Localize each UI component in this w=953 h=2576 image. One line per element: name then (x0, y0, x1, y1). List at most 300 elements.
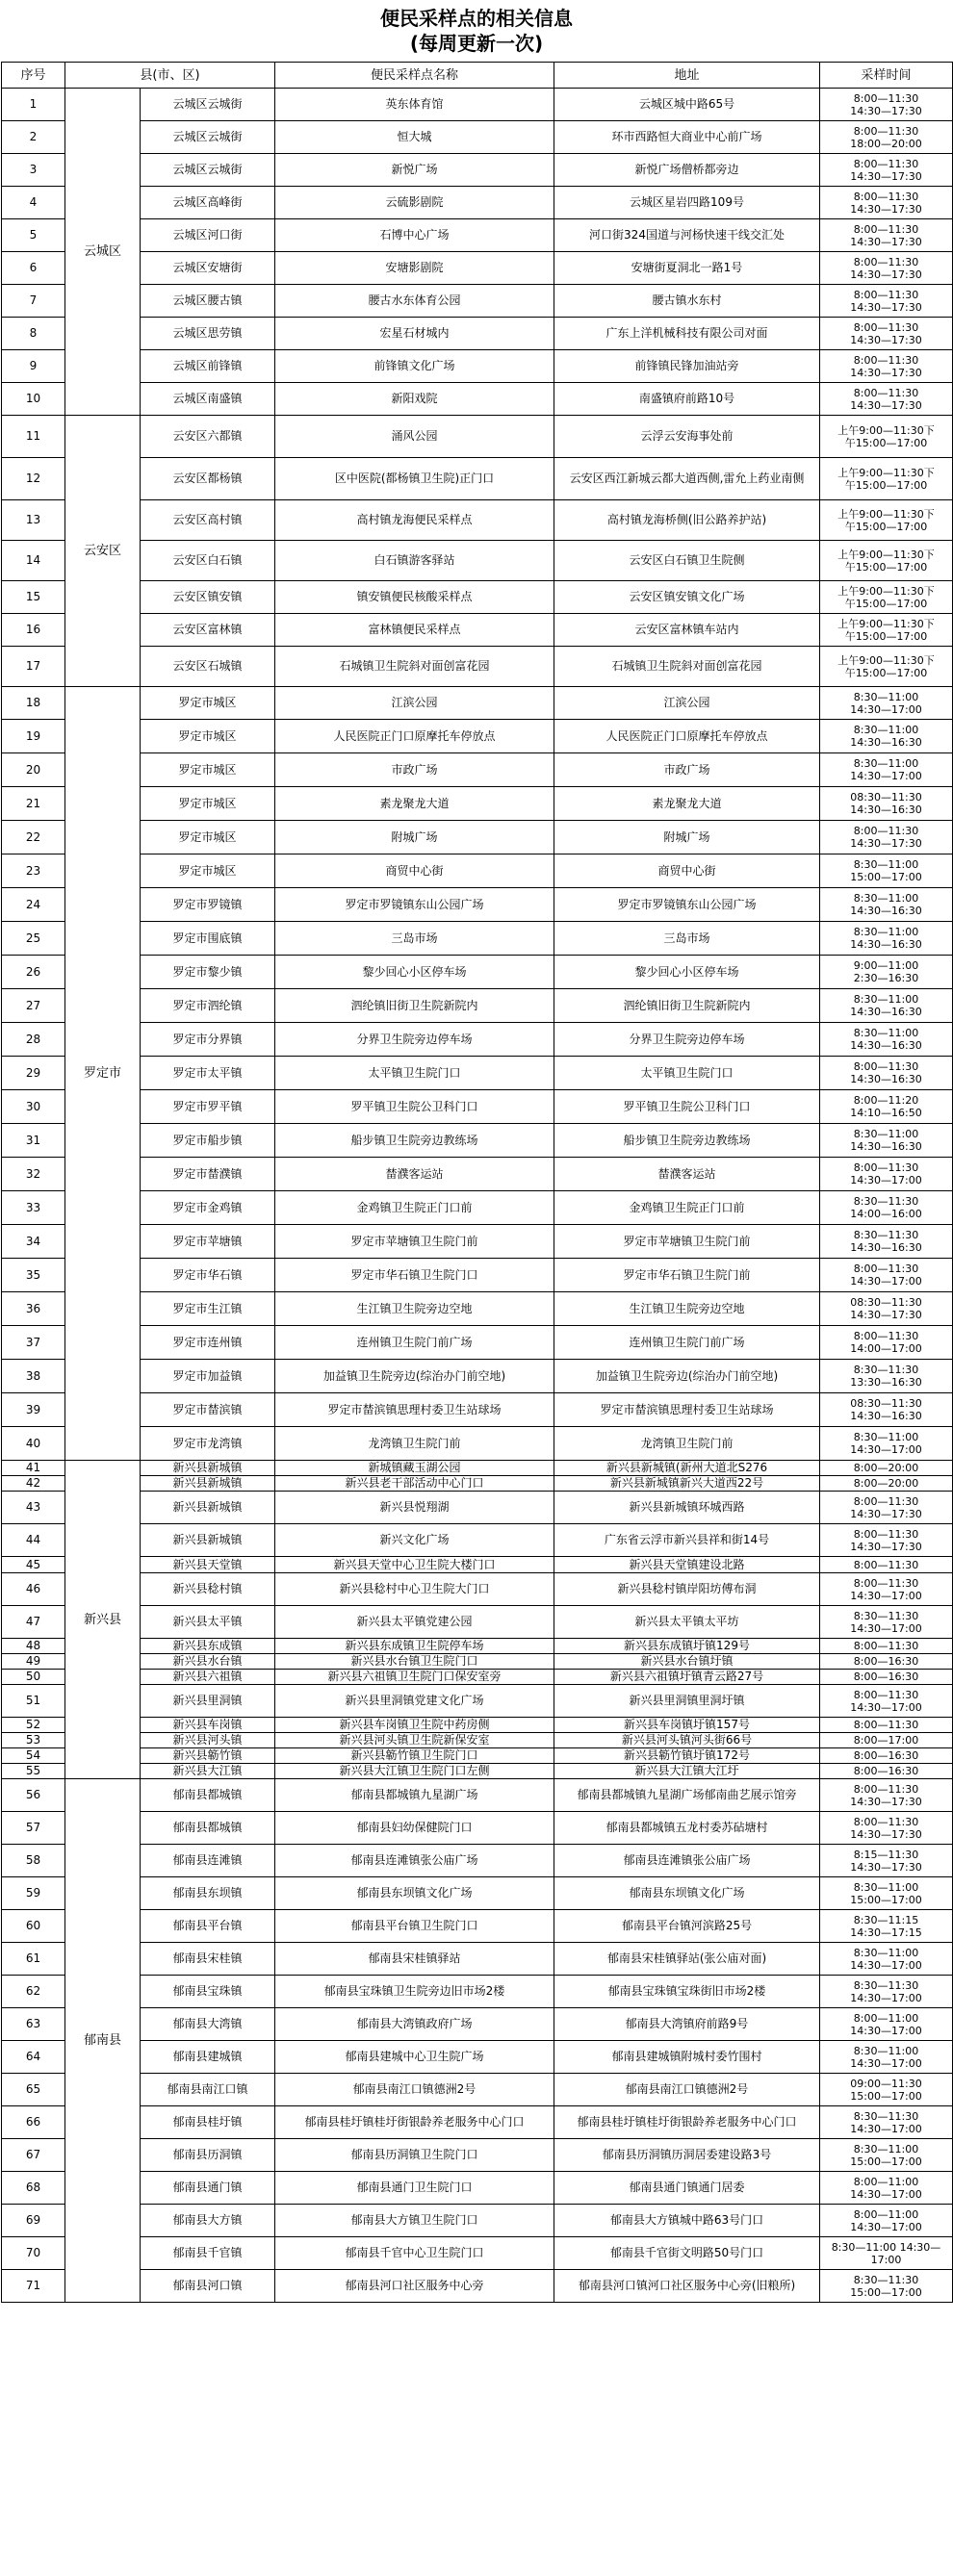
time-line-1: 上午9:00—11:30下 (837, 653, 935, 667)
site-name-cell: 腰古水东体育公园 (275, 285, 554, 318)
sampling-time-cell (820, 2172, 953, 2205)
address-cell: 郁南县都城镇五龙村委苏砧塘村 (554, 1812, 820, 1845)
district-cell: 罗定市 (65, 687, 141, 1461)
row-number: 10 (2, 383, 65, 416)
row-number: 57 (2, 1812, 65, 1845)
site-name-cell: 新悦广场 (275, 154, 554, 187)
time-line-2: 15:00—17:00 (850, 1893, 922, 1906)
time-line-1: 8:00—11:20 (853, 1094, 919, 1107)
row-number: 67 (2, 2139, 65, 2172)
row-number: 23 (2, 854, 65, 888)
row-number: 42 (2, 1476, 65, 1492)
time-line-2: 14:30—17:00 (850, 1275, 922, 1288)
site-name-cell: 新兴文化广场 (275, 1524, 554, 1557)
table-row (2, 1779, 953, 1812)
row-number: 29 (2, 1057, 65, 1090)
sampling-time-cell (820, 1943, 953, 1976)
row-number: 40 (2, 1427, 65, 1461)
sampling-time-cell (820, 383, 953, 416)
sampling-time-cell (820, 1718, 953, 1733)
time-line-1: 8:30—11:15 (853, 1913, 919, 1926)
county-cell: 云城区高峰街 (141, 187, 275, 219)
address-cell: 安塘街夏洞北一路1号 (554, 252, 820, 285)
site-name-cell: 白石镇游客驿站 (275, 541, 554, 581)
row-number: 27 (2, 989, 65, 1023)
site-name-cell: 镇安镇便民核酸采样点 (275, 581, 554, 614)
time-line-1: 08:30—11:30 (850, 791, 922, 803)
table-row (2, 614, 953, 647)
site-name-cell: 石城镇卫生院斜对面创富花园 (275, 647, 554, 687)
county-cell: 罗定市城区 (141, 787, 275, 821)
sampling-time-cell (820, 989, 953, 1023)
sampling-time-cell (820, 2139, 953, 2172)
table-row (2, 1733, 953, 1748)
address-cell: 郁南县大方镇城中路63号门口 (554, 2205, 820, 2237)
table-row (2, 720, 953, 753)
time-line-1: 8:00—16:30 (853, 1655, 919, 1668)
site-name-cell: 郁南县南江口镇德洲2号 (275, 2074, 554, 2106)
time-line-2: 14:30—17:00 (850, 1991, 922, 2004)
sampling-time-cell (820, 1733, 953, 1748)
table-row (2, 1057, 953, 1090)
row-number: 47 (2, 1606, 65, 1639)
header-no: 序号 (2, 63, 65, 89)
county-cell: 新兴县新城镇 (141, 1492, 275, 1524)
sampling-time-cell (820, 187, 953, 219)
sampling-time-cell (820, 787, 953, 821)
time-line-2: 14:30—17:30 (850, 202, 922, 216)
table-row (2, 1461, 953, 1476)
site-name-cell: 前锋镇文化广场 (275, 350, 554, 383)
document-title (0, 0, 953, 62)
county-cell: 郁南县连滩镇 (141, 1845, 275, 1877)
row-number: 70 (2, 2237, 65, 2270)
row-number: 36 (2, 1292, 65, 1326)
table-row (2, 89, 953, 121)
county-cell: 郁南县宋桂镇 (141, 1943, 275, 1976)
sampling-time-cell (820, 89, 953, 121)
table-row (2, 581, 953, 614)
sampling-time-cell (820, 416, 953, 458)
table-row (2, 1191, 953, 1225)
table-row (2, 1360, 953, 1393)
sampling-time-cell (820, 1360, 953, 1393)
table-row (2, 2041, 953, 2074)
sampling-time-cell (820, 1124, 953, 1158)
site-name-cell: 黎少回心小区停车场 (275, 956, 554, 989)
site-name-cell: 加益镇卫生院旁边(综治办门前空地) (275, 1360, 554, 1393)
county-cell: 罗定市城区 (141, 687, 275, 720)
header-address: 地址 (554, 63, 820, 89)
sampling-time-cell (820, 720, 953, 753)
header-district: 县(市、区) (65, 63, 275, 89)
table-row (2, 2172, 953, 2205)
address-cell: 云安区镇安镇文化广场 (554, 581, 820, 614)
time-line-2: 14:30—17:00 (850, 2220, 922, 2233)
row-number: 16 (2, 614, 65, 647)
sampling-time-cell (820, 1639, 953, 1654)
county-cell: 云城区南盛镇 (141, 383, 275, 416)
table-row (2, 1393, 953, 1427)
address-cell: 素龙聚龙大道 (554, 787, 820, 821)
site-name-cell: 郁南县宝珠镇卫生院旁边旧市场2楼 (275, 1976, 554, 2008)
time-line-1: 8:00—20:00 (853, 1477, 919, 1490)
sampling-time-cell (820, 1057, 953, 1090)
county-cell: 云安区六都镇 (141, 416, 275, 458)
row-number: 46 (2, 1573, 65, 1606)
table-row (2, 458, 953, 500)
address-cell: 新兴县新城镇新兴大道西22号 (554, 1476, 820, 1492)
site-name-cell: 郁南县大方镇卫生院门口 (275, 2205, 554, 2237)
site-name-cell: 泗纶镇旧街卫生院新院内 (275, 989, 554, 1023)
address-cell: 郁南县宝珠镇宝珠街旧市场2楼 (554, 1976, 820, 2008)
time-line-1: 08:30—11:30 (850, 1397, 922, 1410)
sampling-time-cell (820, 1259, 953, 1292)
sampling-time-cell (820, 821, 953, 854)
sampling-time-cell (820, 1326, 953, 1360)
district-cell: 郁南县 (65, 1779, 141, 2303)
address-cell: 郁南县建城镇附城村委竹围村 (554, 2041, 820, 2074)
time-line-1: 8:30—11:30 (853, 1978, 919, 1992)
time-line-2: 17:00 (870, 2253, 902, 2266)
site-name-cell: 郁南县平台镇卫生院门口 (275, 1910, 554, 1943)
site-name-cell: 新城镇藏玉湖公园 (275, 1461, 554, 1476)
sampling-time-cell (820, 1461, 953, 1476)
time-line-1: 8:00—11:30 (853, 353, 919, 367)
time-line-2: 14:30—17:15 (850, 1926, 922, 1939)
address-cell: 黎少回心小区停车场 (554, 956, 820, 989)
sampling-time-cell (820, 458, 953, 500)
sampling-time-cell (820, 1764, 953, 1779)
time-line-1: 8:00—11:30 (853, 190, 919, 203)
row-number: 14 (2, 541, 65, 581)
county-cell: 新兴县稔村镇 (141, 1573, 275, 1606)
table-row (2, 1910, 953, 1943)
row-number: 25 (2, 922, 65, 956)
site-name-cell: 郁南县都城镇九星湖广场 (275, 1779, 554, 1812)
site-name-cell: 郁南县连滩镇张公庙广场 (275, 1845, 554, 1877)
address-cell: 腰古镇水东村 (554, 285, 820, 318)
row-number: 18 (2, 687, 65, 720)
time-line-2: 14:30—17:30 (850, 268, 922, 281)
time-line-2: 14:30—17:30 (850, 104, 922, 117)
address-cell: 新兴县里洞镇里洞圩镇 (554, 1685, 820, 1718)
county-cell: 云城区前锋镇 (141, 350, 275, 383)
address-cell: 金鸡镇卫生院正门口前 (554, 1191, 820, 1225)
county-cell: 新兴县六祖镇 (141, 1670, 275, 1685)
county-cell: 郁南县南江口镇 (141, 2074, 275, 2106)
time-line-2: 14:30—16:30 (850, 938, 922, 951)
table-row (2, 1845, 953, 1877)
county-cell: 郁南县建城镇 (141, 2041, 275, 2074)
row-number: 28 (2, 1023, 65, 1057)
time-line-2: 14:30—17:00 (850, 1443, 922, 1456)
sampling-points-table (1, 62, 953, 2303)
time-line-1: 8:00—16:30 (853, 1671, 919, 1683)
table-row (2, 1976, 953, 2008)
county-cell: 罗定市罗镜镇 (141, 888, 275, 922)
county-cell: 云城区安塘街 (141, 252, 275, 285)
site-name-cell: 云硫影剧院 (275, 187, 554, 219)
time-line-2: 14:30—16:30 (850, 1073, 922, 1085)
county-cell: 云城区思劳镇 (141, 318, 275, 350)
time-line-1: 8:00—11:30 (853, 386, 919, 399)
site-name-cell: 榃濮客运站 (275, 1158, 554, 1191)
time-line-1: 上午9:00—11:30下 (837, 584, 935, 598)
sampling-time-cell (820, 1976, 953, 2008)
address-cell: 云城区城中路65号 (554, 89, 820, 121)
county-cell: 罗定市城区 (141, 720, 275, 753)
address-cell: 新兴县东成镇圩镇129号 (554, 1639, 820, 1654)
address-cell: 龙湾镇卫生院门前 (554, 1427, 820, 1461)
time-line-2: 15:00—17:00 (850, 2089, 922, 2103)
time-line-1: 8:30—11:00 (853, 926, 919, 938)
address-cell: 附城广场 (554, 821, 820, 854)
row-number: 1 (2, 89, 65, 121)
site-name-cell: 新兴县河头镇卫生院新保安室 (275, 1733, 554, 1748)
address-cell: 云浮云安海事处前 (554, 416, 820, 458)
row-number: 61 (2, 1943, 65, 1976)
row-number: 66 (2, 2106, 65, 2139)
row-number: 8 (2, 318, 65, 350)
site-name-cell: 涌风公园 (275, 416, 554, 458)
sampling-time-cell (820, 1191, 953, 1225)
time-line-2: 14:30—17:00 (850, 1589, 922, 1602)
site-name-cell: 新兴县大江镇卫生院门口左侧 (275, 1764, 554, 1779)
table-row (2, 187, 953, 219)
sampling-time-cell (820, 1910, 953, 1943)
sampling-time-cell (820, 541, 953, 581)
time-line-2: 14:30—17:00 (850, 2056, 922, 2070)
sampling-time-cell (820, 753, 953, 787)
site-name-cell: 新兴县悦翔湖 (275, 1492, 554, 1524)
row-number: 58 (2, 1845, 65, 1877)
county-cell: 罗定市加益镇 (141, 1360, 275, 1393)
time-line-2: 14:10—16:50 (850, 1107, 922, 1119)
row-number: 53 (2, 1733, 65, 1748)
time-line-2: 14:30—16:30 (850, 803, 922, 816)
time-line-1: 9:00—11:00 (853, 959, 919, 972)
sampling-time-cell (820, 2237, 953, 2270)
row-number: 2 (2, 121, 65, 154)
time-line-1: 8:00—11:30 (853, 1527, 919, 1541)
time-line-1: 8:00—11:30 (853, 222, 919, 236)
row-number: 44 (2, 1524, 65, 1557)
time-line-2: 15:00—17:00 (850, 2155, 922, 2168)
time-line-1: 8:00—11:30 (853, 124, 919, 138)
site-name-cell: 市政广场 (275, 753, 554, 787)
time-line-1: 8:00—11:30 (853, 91, 919, 105)
time-line-2: 午15:00—17:00 (844, 520, 928, 533)
time-line-1: 上午9:00—11:30下 (837, 507, 935, 521)
table-row (2, 1748, 953, 1764)
address-cell: 新兴县水台镇圩镇 (554, 1654, 820, 1670)
site-name-cell: 新兴县太平镇党建公园 (275, 1606, 554, 1639)
row-number: 48 (2, 1639, 65, 1654)
address-cell: 郁南县大湾镇府前路9号 (554, 2008, 820, 2041)
site-name-cell: 素龙聚龙大道 (275, 787, 554, 821)
county-cell: 云城区腰古镇 (141, 285, 275, 318)
address-cell: 新兴县新城镇(新州大道北S276 (554, 1461, 820, 1476)
county-cell: 新兴县新城镇 (141, 1461, 275, 1476)
row-number: 3 (2, 154, 65, 187)
time-line-1: 8:00—11:00 (853, 2011, 919, 2025)
county-cell: 云安区镇安镇 (141, 581, 275, 614)
sampling-time-cell (820, 318, 953, 350)
row-number: 26 (2, 956, 65, 989)
address-cell: 郁南县南江口镇德洲2号 (554, 2074, 820, 2106)
row-number: 20 (2, 753, 65, 787)
county-cell: 郁南县都城镇 (141, 1812, 275, 1845)
site-name-cell: 富林镇便民采样点 (275, 614, 554, 647)
sampling-time-cell (820, 285, 953, 318)
table-row (2, 1023, 953, 1057)
table-row (2, 687, 953, 720)
header-time: 采样时间 (820, 63, 953, 89)
table-row (2, 1639, 953, 1654)
sampling-time-cell (820, 687, 953, 720)
county-cell: 新兴县新城镇 (141, 1476, 275, 1492)
table-row (2, 1476, 953, 1492)
county-cell: 罗定市榃滨镇 (141, 1393, 275, 1427)
time-line-1: 上午9:00—11:30下 (837, 548, 935, 561)
county-cell: 郁南县宝珠镇 (141, 1976, 275, 2008)
site-name-cell: 新兴县老干部活动中心门口 (275, 1476, 554, 1492)
time-line-1: 8:15—11:30 (853, 1848, 919, 1861)
address-cell: 市政广场 (554, 753, 820, 787)
county-cell: 罗定市生江镇 (141, 1292, 275, 1326)
address-cell: 生江镇卫生院旁边空地 (554, 1292, 820, 1326)
row-number: 13 (2, 500, 65, 541)
row-number: 50 (2, 1670, 65, 1685)
row-number: 30 (2, 1090, 65, 1124)
county-cell: 罗定市金鸡镇 (141, 1191, 275, 1225)
sampling-time-cell (820, 1292, 953, 1326)
time-line-1: 上午9:00—11:30下 (837, 423, 935, 437)
time-line-2: 午15:00—17:00 (844, 666, 928, 679)
address-cell: 郁南县通门镇通门居委 (554, 2172, 820, 2205)
time-line-2: 14:30—17:30 (850, 398, 922, 412)
time-line-1: 8:00—11:30 (853, 1558, 919, 1571)
table-row (2, 1943, 953, 1976)
row-number: 52 (2, 1718, 65, 1733)
time-line-2: 14:00—17:00 (850, 1342, 922, 1355)
time-line-2: 午15:00—17:00 (844, 629, 928, 643)
sampling-time-cell (820, 2008, 953, 2041)
address-cell: 新兴县河头镇河头街66号 (554, 1733, 820, 1748)
time-line-1: 上午9:00—11:30下 (837, 617, 935, 630)
time-line-1: 8:30—11:00 (853, 858, 919, 871)
table-row (2, 121, 953, 154)
sampling-time-cell (820, 1492, 953, 1524)
address-cell: 云安区白石镇卫生院侧 (554, 541, 820, 581)
site-name-cell: 附城广场 (275, 821, 554, 854)
row-number: 60 (2, 1910, 65, 1943)
time-line-1: 8:30—11:00 (853, 892, 919, 905)
row-number: 54 (2, 1748, 65, 1764)
sampling-time-cell (820, 922, 953, 956)
table-row (2, 154, 953, 187)
site-name-cell: 生江镇卫生院旁边空地 (275, 1292, 554, 1326)
row-number: 37 (2, 1326, 65, 1360)
table-row (2, 2139, 953, 2172)
county-cell: 云城区云城街 (141, 89, 275, 121)
sampling-time-cell (820, 888, 953, 922)
address-cell: 前锋镇民锋加油站旁 (554, 350, 820, 383)
time-line-2: 14:30—17:30 (850, 1860, 922, 1874)
table-row (2, 1090, 953, 1124)
address-cell: 郁南县千官街文明路50号门口 (554, 2237, 820, 2270)
address-cell: 郁南县都城镇九星湖广场郁南曲艺展示馆旁 (554, 1779, 820, 1812)
time-line-1: 8:30—11:00 (853, 690, 919, 703)
row-number: 51 (2, 1685, 65, 1718)
time-line-1: 8:30—11:30 (853, 2273, 919, 2286)
table-row (2, 956, 953, 989)
table-row (2, 2106, 953, 2139)
county-cell: 罗定市城区 (141, 821, 275, 854)
site-name-cell: 郁南县建城中心卫生院广场 (275, 2041, 554, 2074)
site-name-cell: 新兴县车岗镇卫生院中药房侧 (275, 1718, 554, 1733)
row-number: 9 (2, 350, 65, 383)
row-number: 21 (2, 787, 65, 821)
site-name-cell: 罗定市罗镜镇东山公园广场 (275, 888, 554, 922)
table-row (2, 1812, 953, 1845)
county-cell: 罗定市城区 (141, 753, 275, 787)
time-line-1: 8:00—16:30 (853, 1765, 919, 1777)
address-cell: 广东省云浮市新兴县祥和街14号 (554, 1524, 820, 1557)
sampling-time-cell (820, 1877, 953, 1910)
time-line-2: 15:00—17:00 (850, 871, 922, 883)
time-line-2: 午15:00—17:00 (844, 597, 928, 610)
table-row (2, 1259, 953, 1292)
row-number: 63 (2, 2008, 65, 2041)
address-cell: 榃濮客运站 (554, 1158, 820, 1191)
address-cell: 三岛市场 (554, 922, 820, 956)
sampling-time-cell (820, 121, 953, 154)
time-line-2: 18:00—20:00 (850, 137, 922, 150)
time-line-1: 8:30—11:00 (853, 724, 919, 736)
table-row (2, 318, 953, 350)
county-cell: 新兴县里洞镇 (141, 1685, 275, 1718)
time-line-1: 8:30—11:30 (853, 1364, 919, 1376)
sampling-time-cell (820, 1779, 953, 1812)
table-row (2, 1573, 953, 1606)
address-cell: 南盛镇府前路10号 (554, 383, 820, 416)
sampling-time-cell (820, 2106, 953, 2139)
time-line-2: 14:30—17:00 (850, 1958, 922, 1972)
county-cell: 云安区石城镇 (141, 647, 275, 687)
table-row (2, 1158, 953, 1191)
address-cell: 郁南县平台镇河滨路25号 (554, 1910, 820, 1943)
table-row (2, 1292, 953, 1326)
table-row (2, 500, 953, 541)
time-line-2: 14:30—17:00 (850, 702, 922, 716)
address-cell: 商贸中心街 (554, 854, 820, 888)
time-line-2: 午15:00—17:00 (844, 478, 928, 492)
time-line-2: 午15:00—17:00 (844, 560, 928, 574)
table-row (2, 787, 953, 821)
time-line-2: 14:30—16:30 (850, 1410, 922, 1422)
time-line-1: 8:00—11:30 (853, 1640, 919, 1652)
time-line-2: 14:30—16:30 (850, 736, 922, 749)
site-name-cell: 郁南县桂圩镇桂圩街银龄养老服务中心门口 (275, 2106, 554, 2139)
site-name-cell: 新阳戏院 (275, 383, 554, 416)
row-number: 69 (2, 2205, 65, 2237)
address-cell: 连州镇卫生院门前广场 (554, 1326, 820, 1360)
row-number: 31 (2, 1124, 65, 1158)
row-number: 32 (2, 1158, 65, 1191)
site-name-cell: 郁南县大湾镇政府广场 (275, 2008, 554, 2041)
